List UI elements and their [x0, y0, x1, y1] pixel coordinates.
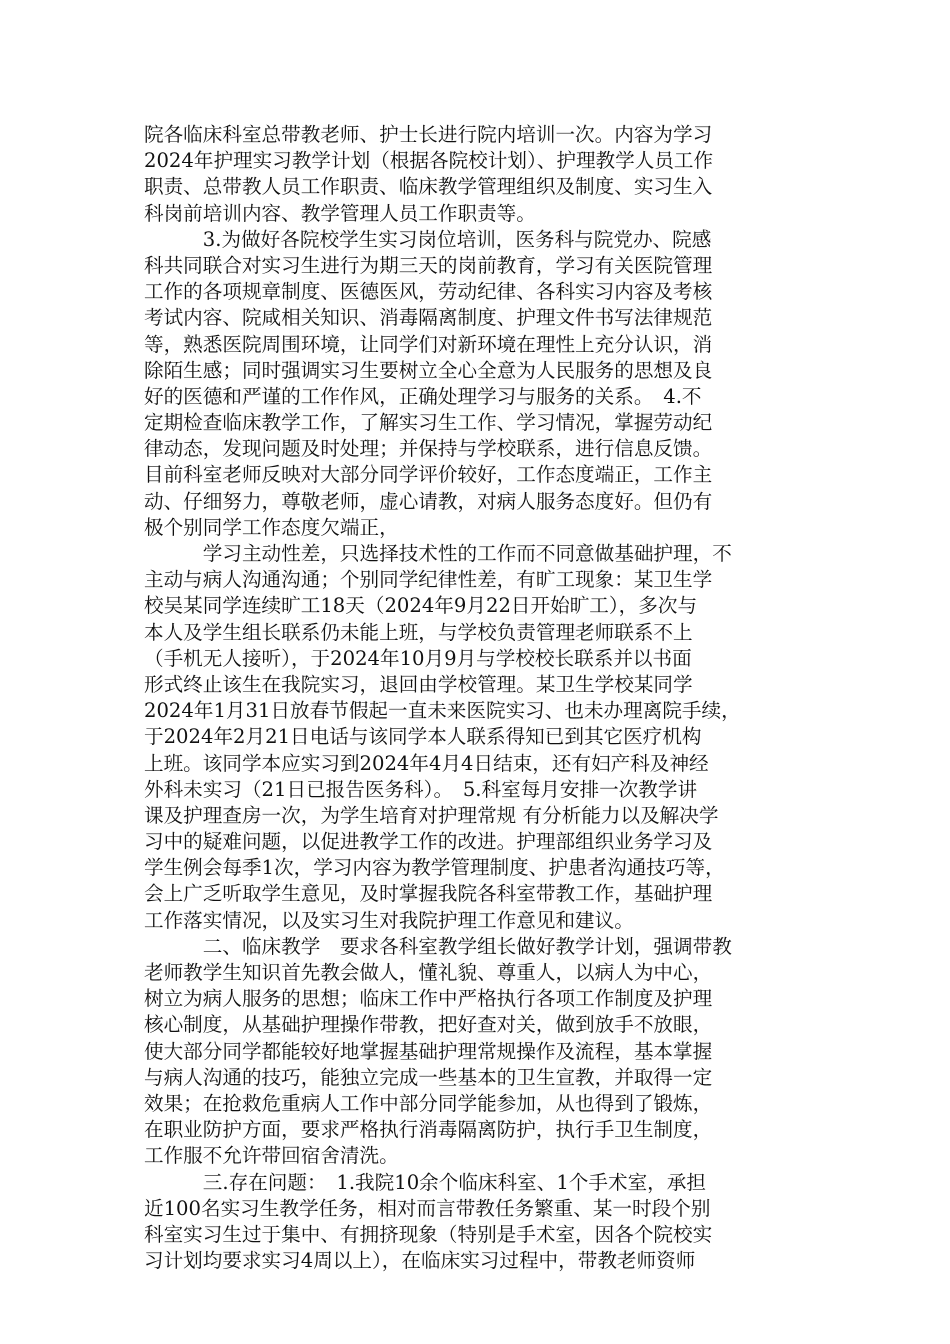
- text-line: 与病人沟通的技巧，能独立完成一些基本的卫生宣教，并取得一定: [144, 1065, 713, 1089]
- text-line: 会上广乏听取学生意见，及时掌握我院各科室带教工作，基础护理: [144, 882, 713, 906]
- text-line: 形式终止该生在我院实习，退回由学校管理。某卫生学校某同学: [144, 672, 693, 696]
- text-line: 使大部分同学都能较好地掌握基础护理常规操作及流程，基本掌握: [144, 1039, 713, 1063]
- text-line: 目前科室老师反映对大部分同学评价较好，工作态度端正，工作主: [144, 463, 713, 487]
- text-line: 工作服不允许带回宿舍清洗。: [144, 1144, 399, 1168]
- text-line: 习中的疑难问题，以促进教学工作的改进。护理部组织业务学习及: [144, 830, 713, 854]
- text-line: 学生例会每季1次，学习内容为教学管理制度、护患者沟通技巧等，: [144, 856, 725, 880]
- text-line: 老师教学生知识首先教会做人，懂礼貌、尊重人，以病人为中心，: [144, 961, 713, 984]
- text-line: 课及护理查房一次，为学生培育对护理常规 有分析能力以及解决学: [144, 803, 719, 827]
- text-line: 树立为病人服务的思想；临床工作中严格执行各项工作制度及护理: [144, 987, 713, 1011]
- text-line: 习计划均要求实习4周以上），在临床实习过程中，带教老师资师: [144, 1249, 696, 1273]
- text-line: 科岗前培训内容、教学管理人员工作职责等。: [144, 201, 536, 225]
- text-line: 定期检查临床教学工作，了解实习生工作、学习情况，掌握劳动纪: [144, 411, 713, 435]
- text-line: 考试内容、院咸相关知识、消毒隔离制度、护理文件书写法律规范: [144, 306, 713, 330]
- text-line: 本人及学生组长联系仍未能上班，与学校负责管理老师联系不上: [144, 620, 693, 644]
- text-line: 院各临床科室总带教老师、护士长进行院内培训一次。内容为学习: [144, 123, 713, 146]
- text-line: 主动与病人沟通沟通；个别同学纪律性差，有旷工现象：某卫生学: [144, 568, 713, 592]
- text-line: 于2024年2月21日电话与该同学本人联系得知已到其它医疗机构: [144, 725, 702, 749]
- text-line: 效果；在抢救危重病人工作中部分同学能参加，从也得到了锻炼，: [144, 1091, 713, 1115]
- text-line: 2024年1月31日放春节假起一直未来医院实习、也未办理离院手续，: [144, 699, 741, 723]
- text-line: 核心制度，从基础护理操作带教，把好查对关，做到放手不放眼，: [144, 1013, 713, 1037]
- text-line: 三.存在问题： 1.我院10余个临床科室、1个手术室，承担: [144, 1170, 706, 1194]
- text-line: 外科未实习（21日已报告医务科）。 5.科室每月安排一次教学讲: [144, 777, 698, 801]
- text-line: 科共同联合对实习生进行为期三天的岗前教育，学习有关医院管理: [144, 253, 713, 277]
- text-line: 3.为做好各院校学生实习岗位培训，医务科与院党办、院感: [144, 227, 712, 251]
- text-line: 好的医德和严谨的工作作风，正确处理学习与服务的关系。 4.不: [144, 384, 702, 408]
- text-line: 动、仔细努力，尊敬老师，虚心请教，对病人服务态度好。但仍有: [144, 489, 713, 513]
- text-line: 极个别同学工作态度欠端正，: [144, 515, 399, 539]
- text-line: 工作落实情况，以及实习生对我院护理工作意见和建议。: [144, 908, 634, 932]
- text-line: 工作的各项规章制度、医德医风，劳动纪律、各科实习内容及考核: [144, 280, 713, 304]
- text-line: 学习主动性差，只选择技术性的工作而不同意做基础护理，不: [144, 542, 732, 565]
- text-line: 等，熟悉医院周围环境，让同学们对新环境在理性上充分认识，消: [144, 332, 713, 356]
- document-body-text: [144, 122, 814, 1274]
- text-line: 科室实习生过于集中、有拥挤现象（特别是手术室，因各个院校实: [144, 1222, 713, 1246]
- text-line: 除陌生感；同时强调实习生要树立全心全意为人民服务的思想及良: [144, 358, 713, 382]
- text-line: 在职业防护方面，要求严格执行消毒隔离防护，执行手卫生制度，: [144, 1118, 713, 1142]
- text-line: 2024年护理实习教学计划（根据各院校计划）、护理教学人员工作: [144, 149, 714, 173]
- text-line: 校吴某同学连续旷工18天（2024年9月22日开始旷工），多次与: [144, 594, 698, 618]
- text-line: 二、临床教学 要求各科室教学组长做好教学计划，强调带教: [144, 934, 732, 958]
- text-line: 律动态，发现问题及时处理；并保持与学校联系，进行信息反馈。: [144, 437, 713, 461]
- text-line: （手机无人接听），于2024年10月9月与学校校长联系并以书面: [144, 646, 692, 670]
- text-line: 职责、总带教人员工作职责、临床教学管理组织及制度、实习生入: [144, 175, 713, 199]
- text-line: 上班。该同学本应实习到2024年4月4日结束，还有妇产科及神经: [144, 751, 709, 775]
- text-line: 近100名实习生教学任务，相对而言带教任务繁重、某一时段个别: [144, 1196, 711, 1220]
